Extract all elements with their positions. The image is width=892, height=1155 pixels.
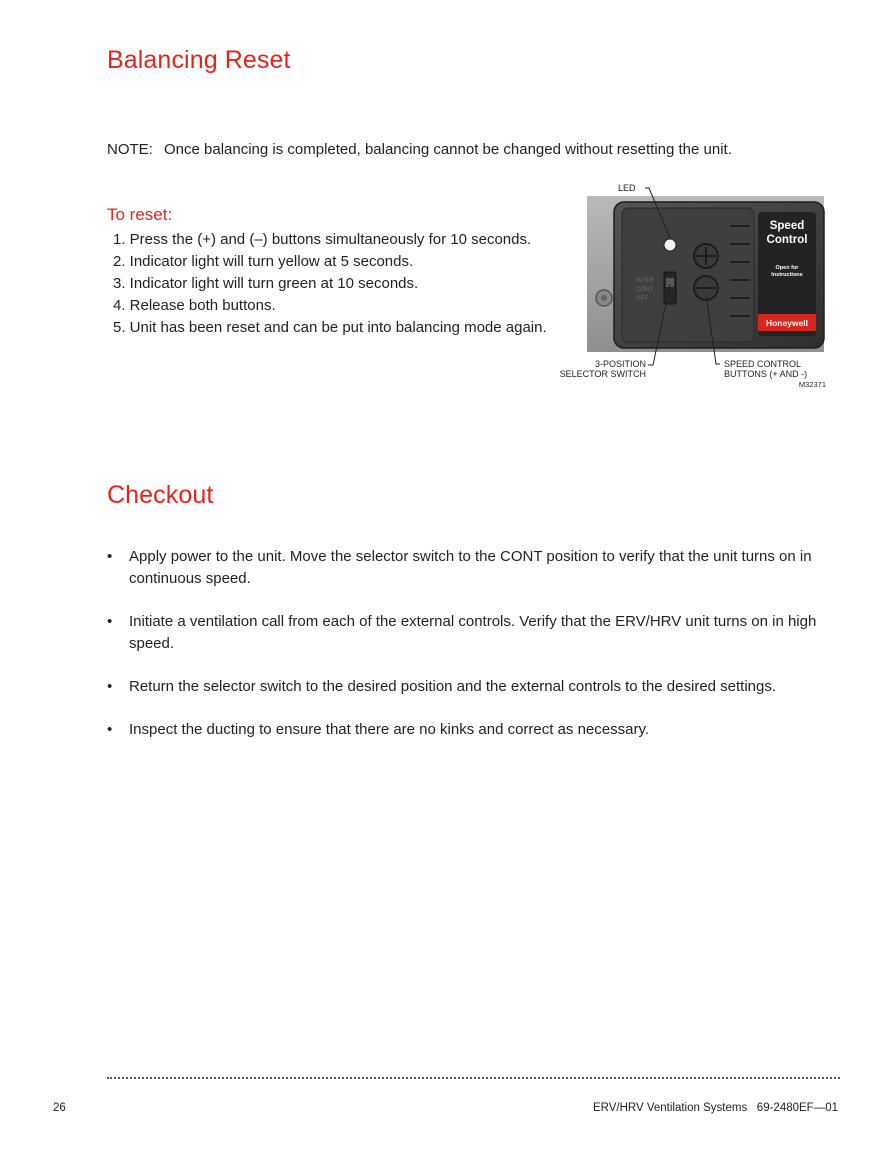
switch-position-cont: CONT bbox=[636, 287, 653, 293]
checkout-item bbox=[107, 546, 837, 590]
speed-control-buttons-label bbox=[724, 359, 807, 379]
reset-steps-list bbox=[113, 229, 547, 339]
footer-doc-number: 69-2480EF—01 bbox=[756, 1102, 838, 1114]
device-title-line2: Control bbox=[766, 234, 808, 246]
checkout-item bbox=[107, 676, 837, 698]
bullet-symbol: • bbox=[107, 613, 113, 630]
checkout-item-text: Inspect the ducting to ensure that there are no kinks and correct as necessary. bbox=[129, 721, 650, 738]
footer-doc-title: ERV/HRV Ventilation Systems bbox=[592, 1102, 748, 1114]
note-text: Once balancing is completed, balancing cannot be changed without resetting the unit. bbox=[164, 141, 732, 158]
checkout-item-text: Initiate a ventilation call from each of the external controls. Verify that the ERV/HRV unit turns on in high speed. bbox=[129, 613, 817, 652]
speed-control-buttons-label-line2: BUTTONS (+ AND -) bbox=[724, 369, 808, 379]
footer-divider bbox=[107, 1077, 840, 1079]
bullet-symbol: • bbox=[107, 678, 113, 695]
checkout-item-text: Return the selector switch to the desired position and the external controls to the desired settings. bbox=[129, 678, 777, 695]
reset-step: 3. Indicator light will turn green at 10 seconds. bbox=[113, 275, 419, 292]
footer-doc-info bbox=[593, 1102, 838, 1114]
checkout-list bbox=[107, 546, 837, 762]
selector-switch-label-line2: SELECTOR SWITCH bbox=[559, 369, 646, 379]
speed-control-buttons-label-line1: SPEED CONTROL bbox=[724, 359, 802, 369]
device-title-line1: Speed bbox=[769, 220, 805, 232]
reset-step: 1. Press the (+) and (–) buttons simultaneously for 10 seconds. bbox=[113, 231, 532, 248]
device-sub-line1: Open for bbox=[775, 265, 799, 271]
device-sub-line2: Instructions bbox=[771, 272, 803, 278]
reset-step: 2. Indicator light will turn yellow at 5 seconds. bbox=[113, 253, 414, 270]
section-title-checkout: Checkout bbox=[107, 481, 214, 509]
switch-position-off: OFF bbox=[636, 296, 648, 302]
checkout-item-text: Apply power to the unit. Move the selector switch to the CONT position to verify that the unit turns on in continuous speed. bbox=[129, 548, 812, 587]
honeywell-logo: Honeywell bbox=[765, 318, 809, 328]
section-title-balancing-reset: Balancing Reset bbox=[107, 46, 291, 74]
note bbox=[107, 141, 732, 158]
checkout-item bbox=[107, 611, 837, 655]
reset-step: 4. Release both buttons. bbox=[113, 297, 276, 314]
bullet-symbol: • bbox=[107, 548, 113, 565]
led-label: LED bbox=[618, 183, 636, 193]
selector-switch-label-line1: 3-POSITION bbox=[594, 359, 646, 369]
switch-position-inter: INTER bbox=[636, 278, 654, 284]
speed-control-figure bbox=[556, 178, 830, 393]
page-number: 26 bbox=[53, 1102, 66, 1114]
checkout-item bbox=[107, 719, 837, 741]
note-label: NOTE: bbox=[107, 141, 153, 158]
selector-switch-label bbox=[556, 359, 646, 379]
bullet-symbol: • bbox=[107, 721, 113, 738]
reset-heading: To reset: bbox=[107, 205, 173, 224]
figure-id: M32371 bbox=[798, 380, 826, 389]
reset-step: 5. Unit has been reset and can be put into balancing mode again. bbox=[113, 319, 547, 336]
